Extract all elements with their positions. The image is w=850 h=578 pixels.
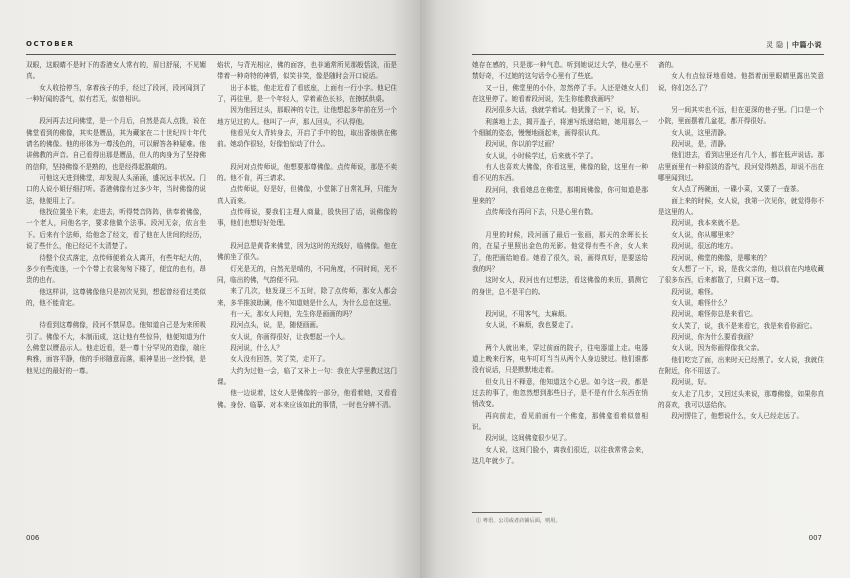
paragraph: 段河问，我看她总在佛堂，那期间佛像，你可知道是那里来的？ <box>472 185 648 206</box>
section-header <box>766 40 822 50</box>
paragraph: 女人说，小时候学过，后来就不学了。 <box>485 151 598 160</box>
paragraph: 段河说，很远的地方。 <box>671 242 738 251</box>
paragraph: 因为他回过头，那眼神的专注，让他想起多年前在另一个地方见过的人。他叫了一声，那人回头，不认得他。 <box>217 106 397 126</box>
paragraph: 女人走了几步，又回过头来说，那尊佛像，如果你真的喜欢，我可以送给你。 <box>658 389 824 409</box>
paragraph: 待整个仪式落定，点传师便着众人离开，有些年纪大的，多少有些流连，一个个带上衣裳匆匆下楼了，便宜的也有，昂贵的也有。 <box>26 253 206 285</box>
paragraph: 面上来的时候，女人说，我第一次见你，就觉得你不是这里的人。 <box>658 196 824 217</box>
paragraph: 段河说，你以前学过画？ <box>485 140 558 149</box>
paragraph: 段河说，难怪你总是来看它。 <box>671 310 757 319</box>
paragraph: 焰状，与背光相应，佛的面容，也非通常所见那般恬淡，而是带着一种奇特的神情，似笑非笑，像是随时会开口说话。 <box>217 61 397 81</box>
paragraph: 段河说，是，清静。 <box>671 140 731 149</box>
paragraph: 段河说，我本来就不是。 <box>671 219 744 228</box>
paragraph: 可他这天进到佛堂，却发现人头涌涌，盛况远非状况。门口的人说小姐仔细打听。香港佛像有过多少年，当时佛像的说法，他便用上了。 <box>26 174 206 205</box>
magazine-month: OCTOBER <box>26 40 75 48</box>
footnote-rule <box>472 512 542 513</box>
paragraph: 他们进去，看到店里还有几个人，都在低声说话。那店里面里有一种很淡的香气，段河觉得熟悉，却说不出在哪里闻到过。 <box>658 151 824 183</box>
right-page <box>420 0 850 578</box>
section-name: 中篇小说 <box>792 41 822 49</box>
paragraph: 另一间其实也不远，但在更深的巷子里。门口是一个小院，里面摆着几盆花，都开得很好。 <box>658 106 824 126</box>
paragraph: 女人说，你画得很好，让我想起一个人。 <box>230 332 349 341</box>
paragraph: 她存在感的，只是那一种气息。听到她说过大学，他心里不禁好奇，不过她的这句话令心里有了些底。 <box>472 61 648 81</box>
header-rule <box>26 54 396 55</box>
paragraph: 段河说，好。 <box>671 378 711 387</box>
paragraph: 段河愣住了，他想说什么，女人已经走远了。 <box>671 412 804 421</box>
paragraph: 又一日，佛堂里的小仆，忽然停了手。人还是她女人们在这里停了。她看着段河说，先生你能教我画吗？ <box>472 83 648 104</box>
paragraph: 待看到这尊佛像，段河不禁屏息。他知道自己是为来所吸引了。佛像不大，本制而成，这让他有些惊异，他便知道为什么佛堂以赝品示人。他走近看，是一尊十分罕见的造像，端庄典雅，面容平静，他的手形随意而落，眼神显出一丝怜悯，是他见过的最好的一尊。 <box>26 321 206 375</box>
paragraph: 女人说，难怪什么？ <box>671 298 731 307</box>
paragraph: 女人想了一下，说，是我父亲的，他以前在内地收藏了很多东西，后来都散了，只剩下这一尊。 <box>658 264 824 285</box>
paragraph: 双眼，这眼睛不是时下的香港女人常有的，眉目舒展，不见媚真。 <box>26 61 206 81</box>
paragraph: 斋的。 <box>658 61 678 69</box>
paragraph: 段河很多大话，我就学着试。他犹豫了一下，说，好。 <box>485 106 644 115</box>
paragraph: 点传师没有再问下去，只是心里有数。 <box>485 208 598 217</box>
paragraph: 女人收拾停当，拿着孩子的手，经过了段河，段河闻到了一种好闻的香气，似有若无，似曾相识。 <box>26 83 206 104</box>
text-column-3 <box>472 60 648 467</box>
paragraph: 但女儿日不释意，他知道这个心思。如今这一段，都是过去的事了，他忽然想到那些日子，是不是有什么东西在悄悄改变。 <box>472 377 648 409</box>
paragraph: 大约为过他一会，临了又补上一句：我在大学里教过这门课。 <box>217 366 397 386</box>
paragraph: 月里的时候，段河画了最后一张画，那天的余晖长长的，在屋子里照出金色的光影。他觉得有些不舍，女人来了，他把画给她看。她看了很久，说，画得真好，是要送给我的吗？ <box>472 230 648 273</box>
text-column-4 <box>658 60 824 423</box>
text-column-2 <box>217 60 397 411</box>
text-column-1 <box>26 60 206 377</box>
paragraph: 他看见女人背转身去，开启了手中的包，取出香烛供在佛前。她动作很轻，好像怕惊动了什么。 <box>217 129 397 149</box>
footnote: ① 粤语，公司或者店铺后面，则用。 <box>476 518 561 524</box>
paragraph: 女人没有回答，笑了笑，走开了。 <box>230 355 330 364</box>
paragraph: 段河总是黄昏来佛堂，因为这时的光线好，临佛像。他在佛前坐了很久。 <box>217 241 397 262</box>
left-page <box>0 0 420 578</box>
paragraph: 他这样讲，这尊佛像他只是初次见到，想起曾经看过类似的，他不能肯定。 <box>26 287 206 307</box>
page-number-left: 006 <box>26 534 40 542</box>
paragraph: 段河再去过问佛堂，是一个月后，自然是高人点拨，说在佛堂看到的佛像，其实是赝品，其为藏家在二十世纪四十年代请名的佛像。他的形体为一尊浅色的，可以解答各种疑难。他讲佛教的声音。自己看得出那是赝品，但人的肉身为了坚持佛的信仰，坚持佛像不是熟的，也是经得起推敲的。 <box>26 117 206 171</box>
paragraph: 女人有点惊讶地看她。他指着面里眼睛里露出笑意说，你们怎么了？ <box>658 72 824 92</box>
paragraph: 段河说，佛堂的佛像，是哪来的？ <box>671 253 771 262</box>
paragraph: 点传师说，好是好，但佛像，小堂陈了日常礼拜，只能为真人而来。 <box>217 185 397 205</box>
paragraph: 出于本能，他走近看了看底座，上面有一行小字。他记住了，再往里，是一个年轻人，穿着素色长衫，在擦拭供桌。 <box>217 83 397 104</box>
paragraph: 段河对点传师说，他想要那尊佛像。点传师说，那是不卖的。他不肯，再三请求。 <box>217 162 397 183</box>
header-rule <box>472 54 824 55</box>
section-divider: | <box>786 41 790 49</box>
paragraph: 女人点了两碗面，一碟小菜，又要了一壶茶。 <box>671 185 804 194</box>
paragraph: 点传师说，要我们主理人商量，股快回了话，说佛像的事，他们也想好好处理。 <box>217 208 397 228</box>
paragraph: 段河说，什么人？ <box>230 343 283 352</box>
paragraph: 女人说，你从哪里来？ <box>671 230 738 239</box>
paragraph: 来了几次，他发现三不五时，除了点传师，那女人都会来，多半推波助澜，他不知道她是什么人，为什么总在这里。 <box>217 287 397 307</box>
paragraph: 再向前走，看见前面有一个佛龛，那佛龛看着似曾相识。 <box>472 411 648 431</box>
paragraph: 有人也喜欢大佛像，你看这里，佛像的脸，这里有一种看不见的东西。 <box>472 163 648 183</box>
paragraph: 女人说，不麻烦，我也要走了。 <box>485 321 578 330</box>
paragraph: 这时女人，段河也有过想法，看这佛像的来历，猜测它的身世，总不是平白的。 <box>472 276 648 296</box>
paragraph: 两个人就出来，穿过前面的院子，往电器道上走。电器道上晚来行客，电车叮叮当当从两个人身边驶过。他们谁都没有说话，只是默默地走着。 <box>472 343 648 375</box>
paragraph: 他找位置坐下来，走进去，听得梵音阵阵，供奉着佛像，一个老人，问他名字，要求他做个法事。段河无奈，依言坐下。后来有个法师，给他念了经文，看了他在人世间的经历，说了些什么，他已经记不太清楚了。 <box>26 208 206 251</box>
page-number-right: 007 <box>808 534 822 542</box>
paragraph: 段河说，你为什么要看我画？ <box>671 332 757 341</box>
paragraph: 女人说，这里清静。 <box>671 128 731 137</box>
paragraph: 段河点头，说，是，随便画画。 <box>230 321 323 330</box>
paragraph: 灯光是无的，自然光是晴的，不同角度，不同时间，光不同，临出的佛，气韵便不同。 <box>217 264 397 284</box>
paragraph: 他一边说着，这女人是佛像的一部分，他看着她，又看看佛。身份、临摹、对本来应该如此的事情，一时也分辨不清。 <box>217 389 397 409</box>
paragraph: 利落地上去，揭开盖子，将速写纸递给她，她用那么一个细腻的姿态，慢慢地画起来，画得很认真。 <box>472 117 648 138</box>
paragraph: 女人笑了，说，我不是来看它，我是来看你画它。 <box>671 321 817 330</box>
paragraph: 他们吃完了面，出来时天已经黑了。女人说，我就住在附近，你不用送了。 <box>658 355 824 375</box>
paragraph: 段河说，难怪。 <box>671 287 718 296</box>
section-author: 灵 隐 <box>765 41 784 49</box>
paragraph: 段河说，不用客气，太麻烦。 <box>485 309 571 318</box>
paragraph: 女人说，因为你画得像我父亲。 <box>671 344 764 353</box>
paragraph: 有一天，那女人问他，先生你是画画的吗？ <box>230 309 356 318</box>
paragraph: 女人说，这间门脸小，离我们很近，以往我常常会来，这几年就少了。 <box>472 445 648 465</box>
paragraph: 段河说，这间佛龛很少见了。 <box>485 434 571 443</box>
